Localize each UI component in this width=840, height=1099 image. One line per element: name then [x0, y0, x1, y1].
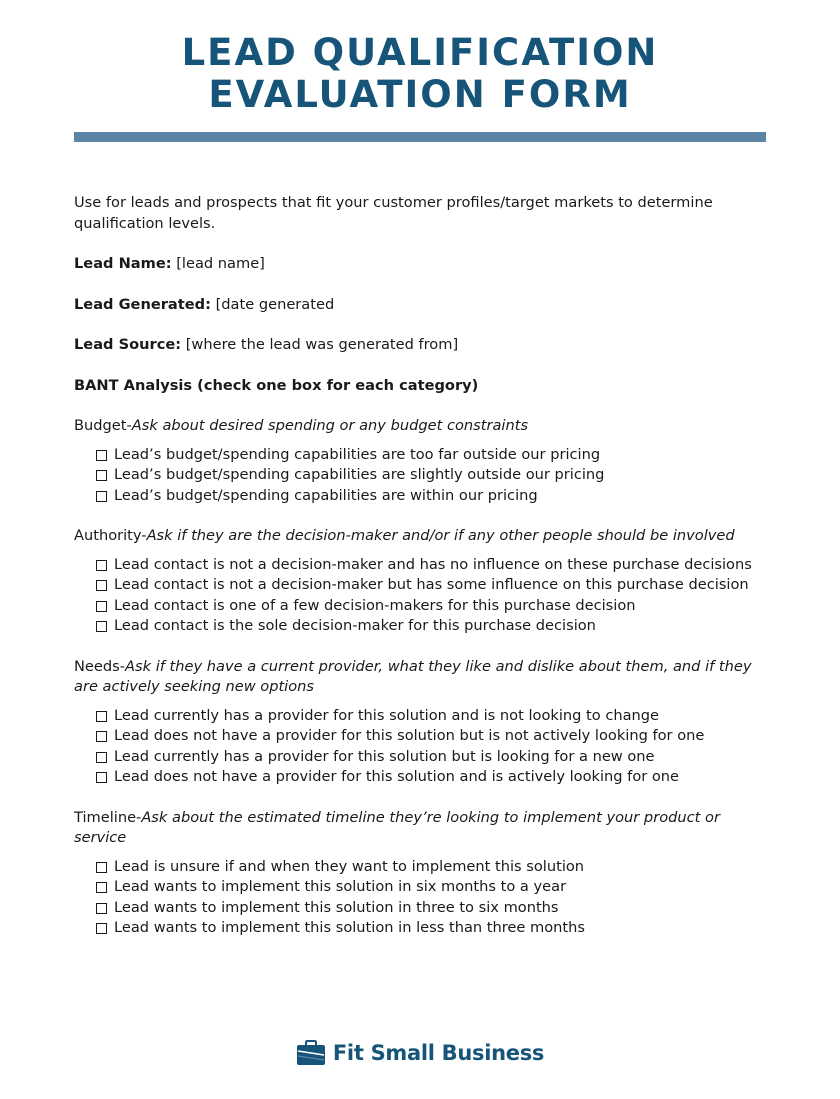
footer [0, 1040, 840, 1066]
option-label: Lead currently has a provider for this solution and is not looking to change [114, 706, 660, 724]
lead-generated-field [74, 295, 774, 316]
category-hint: Ask about desired spending or any budget constraints [131, 417, 529, 434]
option-item[interactable] [96, 767, 774, 788]
option-label: Lead does not have a provider for this solution and is actively looking for one [114, 768, 680, 785]
brand-logo [296, 1040, 544, 1066]
option-list [74, 445, 774, 507]
category-heading [74, 526, 774, 547]
option-label: Lead currently has a provider for this solution but is looking for a new one [114, 747, 655, 765]
option-label: Lead wants to implement this solution in less than three months [114, 919, 585, 936]
option-label: Lead contact is one of a few decision-makers for this purchase decision [114, 596, 636, 614]
option-item[interactable] [96, 596, 774, 617]
lead-name-field [74, 254, 774, 275]
option-label: Lead contact is not a decision-maker and has no influence on these purchase decisions [114, 555, 752, 573]
checkbox-icon[interactable] [96, 601, 107, 612]
option-item[interactable] [96, 575, 774, 596]
category-hint: Ask if they are the decision-maker and/or if any other people should be involved [146, 527, 735, 544]
checkbox-icon[interactable] [96, 903, 107, 914]
checkbox-icon[interactable] [96, 772, 107, 783]
checkbox-icon[interactable] [96, 491, 107, 502]
category-timeline [74, 808, 774, 939]
option-item[interactable] [96, 465, 774, 486]
lead-source-value[interactable]: [where the lead was generated from] [181, 336, 459, 353]
lead-source-label: Lead Source: [74, 336, 182, 353]
category-hint: Ask about the estimated timeline they’re looking to implement your product or service [74, 808, 720, 846]
category-needs [74, 657, 774, 788]
checkbox-icon[interactable] [96, 711, 107, 722]
option-label: Lead is unsure if and when they want to implement this solution [114, 857, 585, 875]
category-heading [74, 416, 774, 437]
option-item[interactable] [96, 726, 774, 747]
category-name: Needs- [74, 657, 126, 675]
checkbox-icon[interactable] [96, 731, 107, 742]
category-authority [74, 526, 774, 637]
category-name: Authority- [74, 527, 147, 544]
option-list [74, 857, 774, 939]
checkbox-icon[interactable] [96, 450, 107, 461]
option-item[interactable] [96, 918, 774, 939]
category-budget [74, 416, 774, 506]
briefcase-icon [296, 1040, 326, 1066]
checkbox-icon[interactable] [96, 862, 107, 873]
option-label: Lead wants to implement this solution in six months to a year [114, 878, 567, 895]
title-divider [74, 132, 766, 142]
option-list [74, 706, 774, 788]
form-body [74, 193, 774, 959]
option-label: Lead does not have a provider for this solution but is not actively looking for one [114, 727, 705, 744]
option-item[interactable] [96, 877, 774, 898]
checkbox-icon[interactable] [96, 752, 107, 763]
option-item[interactable] [96, 445, 774, 466]
brand-name: Fit Small Business [332, 1041, 545, 1065]
category-name: Timeline- [74, 808, 142, 826]
option-label: Lead’s budget/spending capabilities are within our pricing [114, 486, 538, 504]
option-item[interactable] [96, 706, 774, 727]
checkbox-icon[interactable] [96, 621, 107, 632]
lead-name-value[interactable]: [lead name] [171, 255, 265, 272]
option-list [74, 555, 774, 637]
option-item[interactable] [96, 747, 774, 768]
option-item[interactable] [96, 555, 774, 576]
category-heading [74, 808, 774, 849]
option-label: Lead wants to implement this solution in three to six months [114, 898, 559, 916]
intro-text: Use for leads and prospects that fit your customer profiles/target markets to determine qualification levels. [74, 194, 713, 232]
lead-generated-value[interactable]: [date generated [210, 295, 335, 313]
option-label: Lead contact is the sole decision-maker for this purchase decision [114, 617, 596, 634]
form-title-line-2: EVALUATION FORM [208, 73, 632, 116]
checkbox-icon[interactable] [96, 560, 107, 571]
option-item[interactable] [96, 616, 774, 637]
option-item[interactable] [96, 857, 774, 878]
bant-heading: BANT Analysis (check one box for each category) [74, 376, 479, 394]
option-label: Lead contact is not a decision-maker but has some influence on this purchase decision [114, 576, 749, 593]
form-title [0, 32, 840, 116]
checkbox-icon[interactable] [96, 580, 107, 591]
option-item[interactable] [96, 898, 774, 919]
category-hint: Ask if they have a current provider, what they like and dislike about them, and if they are actively seeking new options [74, 657, 752, 695]
lead-source-field [74, 335, 774, 356]
lead-generated-label: Lead Generated: [74, 295, 211, 313]
category-name: Budget- [74, 417, 132, 434]
lead-name-label: Lead Name: [74, 255, 172, 272]
option-label: Lead’s budget/spending capabilities are too far outside our pricing [114, 445, 601, 463]
category-heading [74, 657, 774, 698]
checkbox-icon[interactable] [96, 923, 107, 934]
option-label: Lead’s budget/spending capabilities are slightly outside our pricing [114, 466, 605, 483]
checkbox-icon[interactable] [96, 882, 107, 893]
checkbox-icon[interactable] [96, 470, 107, 481]
form-title-line-1: LEAD QUALIFICATION [181, 31, 659, 74]
option-item[interactable] [96, 486, 774, 507]
